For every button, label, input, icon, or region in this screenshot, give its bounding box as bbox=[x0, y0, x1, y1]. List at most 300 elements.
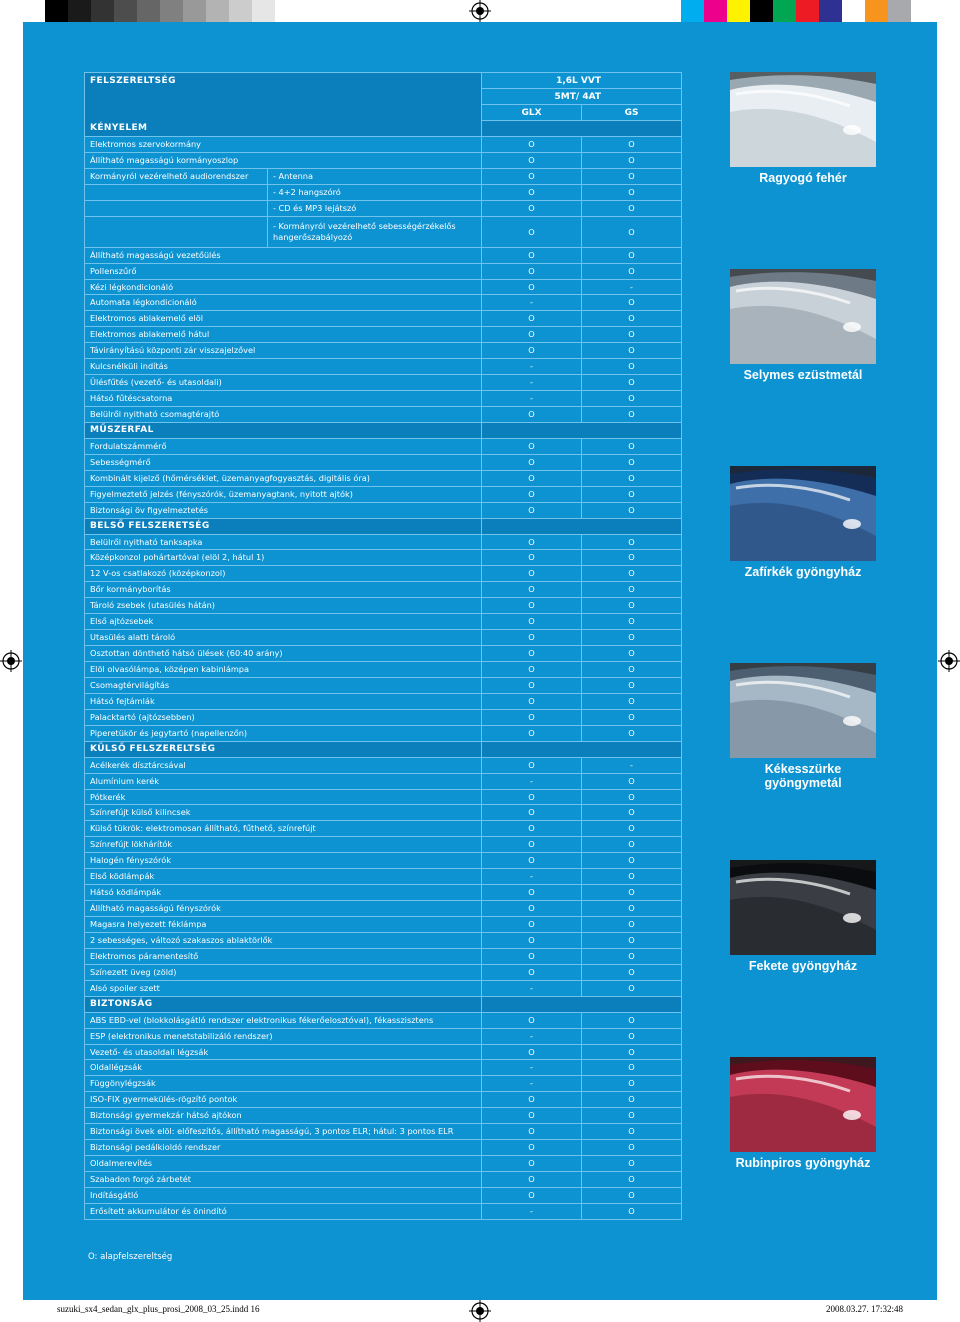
gs-value: O bbox=[628, 664, 635, 674]
section-header bbox=[84, 742, 682, 758]
table-row bbox=[84, 169, 682, 185]
section-header bbox=[84, 121, 682, 137]
gs-value: O bbox=[628, 226, 635, 237]
column-glx: GLX bbox=[482, 105, 582, 120]
color-swatch bbox=[68, 0, 91, 22]
gs-value: O bbox=[628, 138, 635, 149]
glx-value: O bbox=[482, 327, 582, 342]
table-row bbox=[84, 694, 682, 710]
glx-value: - bbox=[482, 375, 582, 390]
color-options bbox=[730, 72, 876, 1254]
table-row bbox=[84, 1092, 682, 1108]
glx-value: O bbox=[482, 1108, 582, 1123]
table-row bbox=[84, 853, 682, 869]
glx-value: O bbox=[482, 264, 582, 279]
gs-value: O bbox=[628, 982, 635, 993]
table-row bbox=[84, 1108, 682, 1124]
glx-value: O bbox=[482, 694, 582, 709]
glx-value: - bbox=[482, 391, 582, 406]
glx-value: O bbox=[482, 217, 582, 247]
row-label: Állítható magasságú fényszórók bbox=[85, 901, 482, 916]
gs-value: O bbox=[628, 329, 635, 340]
table-row bbox=[84, 327, 682, 343]
glx-value: O bbox=[482, 646, 582, 661]
glx-value: O bbox=[482, 169, 582, 184]
row-label: ESP (elektronikus menetstabilizáló rendszer) bbox=[85, 1029, 482, 1044]
gs-value: O bbox=[628, 600, 635, 611]
row-sublabel: - Kormányról vezérelhető sebességérzékelős hangerőszabályozó bbox=[273, 220, 456, 242]
glx-value: O bbox=[482, 550, 582, 565]
car-paint-photo bbox=[730, 466, 876, 561]
glx-value: O bbox=[482, 821, 582, 836]
row-label: Távirányítású központi zár visszajelzővel bbox=[85, 343, 482, 358]
row-sublabel: - Antenna bbox=[273, 170, 313, 181]
row-sublabel: - 4+2 hangszóró bbox=[273, 186, 341, 197]
gs-value: O bbox=[628, 186, 635, 197]
color-swatch bbox=[137, 0, 160, 22]
table-row bbox=[84, 885, 682, 901]
row-label: Pótkerék bbox=[85, 790, 482, 805]
color-option bbox=[730, 663, 876, 860]
color-swatch bbox=[91, 0, 114, 22]
row-label: Erősített akkumulátor és önindító bbox=[85, 1204, 482, 1219]
gs-value: O bbox=[628, 903, 635, 914]
table-row bbox=[84, 407, 682, 423]
table-row bbox=[84, 710, 682, 726]
gs-value: O bbox=[628, 584, 635, 595]
color-option bbox=[730, 72, 876, 269]
glx-value: O bbox=[482, 137, 582, 152]
glx-value: - bbox=[482, 359, 582, 374]
transmission-label: 5MT/ 4AT bbox=[482, 89, 681, 105]
row-label: Acélkerék dísztárcsával bbox=[85, 758, 482, 773]
glx-value: O bbox=[482, 1172, 582, 1187]
slug-filename: suzuki_sx4_sedan_glx_plus_prosi_2008_03_25.indd 16 bbox=[57, 1304, 260, 1314]
color-option bbox=[730, 860, 876, 1057]
table-row bbox=[84, 805, 682, 821]
glx-value: - bbox=[482, 774, 582, 789]
table-row bbox=[84, 201, 682, 217]
glx-value: O bbox=[482, 726, 582, 741]
table-row bbox=[84, 471, 682, 487]
section-title: BIZTONSÁG bbox=[85, 997, 482, 1012]
table-row bbox=[84, 185, 682, 201]
row-label: 12 V-os csatlakozó (középkonzol) bbox=[85, 566, 482, 581]
color-swatch bbox=[206, 0, 229, 22]
engine-label: 1,6L VVT bbox=[482, 73, 681, 89]
gs-value: O bbox=[628, 966, 635, 977]
table-row bbox=[84, 1029, 682, 1045]
gs-value: O bbox=[628, 807, 635, 818]
gs-value: O bbox=[628, 632, 635, 643]
glx-value: O bbox=[482, 1124, 582, 1139]
row-label: Biztonsági pedálkioldó rendszer bbox=[85, 1140, 482, 1155]
table-row bbox=[84, 981, 682, 997]
row-label: Fordulatszámmérő bbox=[85, 439, 482, 454]
car-paint-photo bbox=[730, 663, 876, 758]
color-swatch bbox=[704, 0, 727, 22]
row-label: Bőr kormányborítás bbox=[85, 582, 482, 597]
row-label: Szabadon forgó zárbetét bbox=[85, 1172, 482, 1187]
row-label: Hátsó fejtámlák bbox=[85, 694, 482, 709]
gs-value: O bbox=[628, 504, 635, 515]
row-label: Elektromos szervokormány bbox=[85, 137, 482, 152]
column-gs: GS bbox=[624, 108, 639, 118]
table-row bbox=[84, 455, 682, 471]
color-option bbox=[730, 466, 876, 663]
gs-value: O bbox=[628, 871, 635, 882]
glx-value: O bbox=[482, 1140, 582, 1155]
table-row bbox=[84, 774, 682, 790]
table-body bbox=[84, 121, 682, 1220]
gs-value: O bbox=[628, 265, 635, 276]
table-row bbox=[84, 678, 682, 694]
row-label: Elektromos páramentesítő bbox=[85, 949, 482, 964]
glx-value: O bbox=[482, 407, 582, 422]
row-label: Sebességmérő bbox=[85, 455, 482, 470]
gs-value: O bbox=[628, 679, 635, 690]
gs-value: O bbox=[628, 440, 635, 451]
table-row bbox=[84, 566, 682, 582]
row-label: Színezett üveg (zöld) bbox=[85, 965, 482, 980]
glx-value: - bbox=[482, 1060, 582, 1075]
gs-value: O bbox=[628, 823, 635, 834]
gs-value: O bbox=[628, 568, 635, 579]
glx-value: O bbox=[482, 535, 582, 550]
row-label: Színrefújt külső kilincsek bbox=[85, 805, 482, 820]
glx-value: O bbox=[482, 1156, 582, 1171]
row-label: Csomagtérvilágítás bbox=[85, 678, 482, 693]
car-paint-photo bbox=[730, 860, 876, 955]
table-row bbox=[84, 1013, 682, 1029]
row-label: Oldallégzsák bbox=[85, 1060, 482, 1075]
gs-value: O bbox=[628, 361, 635, 372]
glx-value: O bbox=[482, 280, 582, 295]
glx-value: O bbox=[482, 1188, 582, 1203]
glx-value: O bbox=[482, 439, 582, 454]
glx-value: O bbox=[482, 311, 582, 326]
row-label: Első ködlámpák bbox=[85, 869, 482, 884]
row-label: Állítható magasságú vezetőülés bbox=[85, 248, 482, 263]
table-row bbox=[84, 821, 682, 837]
glx-value: - bbox=[482, 869, 582, 884]
color-swatch bbox=[275, 0, 298, 22]
color-name: Selymes ezüstmetál bbox=[743, 368, 863, 382]
row-label: Piperetükör és jegytartó (napellenzőn) bbox=[85, 726, 482, 741]
glx-value: - bbox=[482, 981, 582, 996]
row-label: Automata légkondicionáló bbox=[85, 295, 482, 310]
glx-value: - bbox=[482, 295, 582, 310]
color-swatch bbox=[888, 0, 911, 22]
gs-value: O bbox=[628, 409, 635, 419]
grayscale-color-bar bbox=[45, 0, 298, 22]
glx-value: O bbox=[482, 805, 582, 820]
glx-value: O bbox=[482, 853, 582, 868]
glx-value: O bbox=[482, 343, 582, 358]
row-label: Hátsó ködlámpák bbox=[85, 885, 482, 900]
row-label: Ülésfűtés (vezető- és utasoldali) bbox=[85, 375, 482, 390]
row-label: Magasra helyezett féklámpa bbox=[85, 917, 482, 932]
row-label: Indításgátló bbox=[85, 1188, 482, 1203]
gs-value: O bbox=[628, 1126, 635, 1137]
row-label: Belülről nyitható tanksapka bbox=[85, 535, 482, 550]
glx-value: - bbox=[482, 1029, 582, 1044]
color-swatch bbox=[750, 0, 773, 22]
registration-mark-icon bbox=[469, 1300, 491, 1322]
gs-value: O bbox=[628, 202, 635, 213]
glx-value: O bbox=[482, 185, 582, 200]
row-label: Oldalmerevítés bbox=[85, 1156, 482, 1171]
row-label: Kulcsnélküli indítás bbox=[85, 359, 482, 374]
color-swatch bbox=[727, 0, 750, 22]
gs-value: O bbox=[628, 775, 635, 786]
glx-value: O bbox=[482, 917, 582, 932]
gs-value: O bbox=[628, 1142, 635, 1153]
row-label: Biztonsági gyermekzár hátsó ajtókon bbox=[85, 1108, 482, 1123]
table-row bbox=[84, 790, 682, 806]
gs-value: O bbox=[628, 552, 635, 563]
table-row bbox=[84, 1204, 682, 1220]
glx-value: - bbox=[482, 1204, 582, 1219]
table-row bbox=[84, 264, 682, 280]
table-row bbox=[84, 598, 682, 614]
table-row bbox=[84, 295, 682, 311]
color-option bbox=[730, 1057, 876, 1254]
gs-value: O bbox=[628, 393, 635, 404]
gs-value: O bbox=[628, 1030, 635, 1041]
row-label: Figyelmeztető jelzés (fényszórók, üzemanyagtank, nyitott ajtók) bbox=[85, 487, 482, 502]
row-label: Függönylégzsák bbox=[85, 1076, 482, 1091]
gs-value: O bbox=[628, 934, 635, 945]
table-row bbox=[84, 1060, 682, 1076]
gs-value: O bbox=[628, 345, 635, 356]
glx-value: O bbox=[482, 662, 582, 677]
table-row bbox=[84, 137, 682, 153]
table-row bbox=[84, 343, 682, 359]
color-swatch bbox=[819, 0, 842, 22]
row-label: 2 sebességes, változó szakaszos ablaktörlők bbox=[85, 933, 482, 948]
table-row bbox=[84, 550, 682, 566]
table-row bbox=[84, 901, 682, 917]
table-row bbox=[84, 375, 682, 391]
table-row bbox=[84, 391, 682, 407]
glx-value: O bbox=[482, 455, 582, 470]
row-label: Első ajtózsebek bbox=[85, 614, 482, 629]
glx-value: O bbox=[482, 630, 582, 645]
glx-value: O bbox=[482, 710, 582, 725]
gs-value: O bbox=[628, 1110, 635, 1121]
gs-value: O bbox=[628, 488, 635, 499]
table-row bbox=[84, 153, 682, 169]
color-option bbox=[730, 269, 876, 466]
gs-value: - bbox=[630, 759, 633, 770]
glx-value: O bbox=[482, 949, 582, 964]
table-row bbox=[84, 917, 682, 933]
color-swatch bbox=[229, 0, 252, 22]
table-row bbox=[84, 630, 682, 646]
table-row bbox=[84, 248, 682, 264]
row-label: Alsó spoiler szett bbox=[85, 981, 482, 996]
table-row bbox=[84, 726, 682, 742]
gs-value: O bbox=[628, 377, 635, 388]
slug-timestamp: 2008.03.27. 17:32:48 bbox=[825, 1304, 903, 1314]
gs-value: O bbox=[628, 154, 635, 165]
row-label: Kormányról vezérelhető audiorendszer bbox=[85, 169, 268, 184]
gs-value: O bbox=[628, 1062, 635, 1073]
section-title: KÉNYELEM bbox=[85, 121, 482, 136]
registration-mark-icon bbox=[938, 650, 960, 672]
row-label: Osztottan dönthető hátsó ülések (60:40 arány) bbox=[85, 646, 482, 661]
table-row bbox=[84, 280, 682, 296]
row-label: Színrefújt lökhárítók bbox=[85, 837, 482, 852]
row-label: Külső tükrök: elektromosan állítható, fűthető, színrefújt bbox=[85, 821, 482, 836]
glx-value: O bbox=[482, 790, 582, 805]
gs-value: O bbox=[628, 536, 635, 547]
gs-value: O bbox=[628, 1158, 635, 1169]
table-row bbox=[84, 311, 682, 327]
table-row bbox=[84, 217, 682, 248]
glx-value: O bbox=[482, 487, 582, 502]
table-row bbox=[84, 535, 682, 551]
row-label: Kombinált kijelző (hőmérséklet, üzemanyagfogyasztás, digitális óra) bbox=[85, 471, 482, 486]
table-row bbox=[84, 933, 682, 949]
table-row bbox=[84, 439, 682, 455]
table-row bbox=[84, 614, 682, 630]
table-row bbox=[84, 949, 682, 965]
car-paint-photo bbox=[730, 72, 876, 167]
gs-value: O bbox=[628, 313, 635, 324]
gs-value: O bbox=[628, 1046, 635, 1057]
gs-value: O bbox=[628, 919, 635, 929]
glx-value: O bbox=[482, 566, 582, 581]
gs-value: O bbox=[628, 1189, 635, 1200]
row-label: Alumínium kerék bbox=[85, 774, 482, 789]
gs-value: O bbox=[628, 1078, 635, 1089]
row-label: Halogén fényszórók bbox=[85, 853, 482, 868]
glx-value: O bbox=[482, 933, 582, 948]
gs-value: O bbox=[628, 1174, 635, 1184]
color-swatch bbox=[911, 0, 934, 22]
table-row bbox=[84, 1188, 682, 1204]
gs-value: O bbox=[628, 711, 635, 722]
color-swatch bbox=[183, 0, 206, 22]
row-label: Belülről nyitható csomagtérajtó bbox=[85, 407, 482, 422]
row-label: Hátsó fűtéscsatorna bbox=[85, 391, 482, 406]
table-header bbox=[84, 72, 682, 121]
table-row bbox=[84, 869, 682, 885]
gs-value: O bbox=[628, 887, 635, 898]
gs-value: O bbox=[628, 170, 635, 181]
table-row bbox=[84, 582, 682, 598]
glx-value: O bbox=[482, 153, 582, 168]
gs-value: O bbox=[628, 791, 635, 802]
section-title: KÜLSŐ FELSZERELTSÉG bbox=[85, 742, 482, 757]
glx-value: O bbox=[482, 837, 582, 852]
color-swatch bbox=[114, 0, 137, 22]
row-label: Elektromos ablakemelő hátul bbox=[85, 327, 482, 342]
gs-value: O bbox=[628, 297, 635, 308]
table-row bbox=[84, 487, 682, 503]
glx-value: O bbox=[482, 471, 582, 486]
row-label: Palacktartó (ajtózsebben) bbox=[85, 710, 482, 725]
equipment-table bbox=[84, 72, 682, 1220]
row-label: Utasülés alatti tároló bbox=[85, 630, 482, 645]
color-name: Zafírkék gyöngyház bbox=[744, 565, 862, 579]
gs-value: O bbox=[628, 456, 635, 467]
table-row bbox=[84, 965, 682, 981]
row-label: ABS EBD-vel (blokkolásgátló rendszer elektronikus fékerőelosztóval), fékasszisztens bbox=[85, 1013, 482, 1028]
color-name: Rubinpiros gyöngyház bbox=[735, 1156, 871, 1170]
section-header bbox=[84, 423, 682, 439]
row-label: Középkonzol pohártartóval (elöl 2, hátul 1) bbox=[85, 550, 482, 565]
glx-value: O bbox=[482, 614, 582, 629]
gs-value: O bbox=[628, 695, 635, 706]
glx-value: O bbox=[482, 1013, 582, 1028]
registration-mark-icon bbox=[0, 650, 22, 672]
color-name: Ragyogó fehér bbox=[759, 171, 847, 185]
glx-value: O bbox=[482, 885, 582, 900]
section-header bbox=[84, 997, 682, 1013]
glx-value: O bbox=[482, 582, 582, 597]
color-swatch bbox=[842, 0, 865, 22]
gs-value: O bbox=[628, 1014, 635, 1025]
color-swatch bbox=[252, 0, 275, 22]
row-sublabel: - CD és MP3 lejátszó bbox=[273, 202, 357, 213]
color-name: Fekete gyöngyház bbox=[748, 959, 858, 973]
color-swatch bbox=[773, 0, 796, 22]
glx-value: O bbox=[482, 758, 582, 773]
glx-value: O bbox=[482, 503, 582, 518]
row-label: Biztonsági övek elöl: előfeszítős, állítható magasságú, 3 pontos ELR; hátul: 3 pontos ELR bbox=[85, 1124, 482, 1139]
gs-value: O bbox=[628, 616, 635, 627]
table-row bbox=[84, 1156, 682, 1172]
row-label: Kézi légkondicionáló bbox=[85, 280, 482, 295]
color-swatch bbox=[45, 0, 68, 22]
gs-value: O bbox=[628, 249, 635, 260]
gs-value: O bbox=[628, 855, 635, 866]
table-row bbox=[84, 1140, 682, 1156]
glx-value: - bbox=[482, 1076, 582, 1091]
glx-value: O bbox=[482, 678, 582, 693]
gs-value: O bbox=[628, 1094, 635, 1105]
glx-value: O bbox=[482, 901, 582, 916]
glx-value: O bbox=[482, 598, 582, 613]
glx-value: O bbox=[482, 1045, 582, 1060]
table-row bbox=[84, 1076, 682, 1092]
color-name: Kékesszürke gyöngymetál bbox=[764, 762, 842, 790]
gs-value: O bbox=[628, 727, 635, 738]
table-row bbox=[84, 1045, 682, 1061]
row-label: Elöl olvasólámpa, középen kabinlámpa bbox=[85, 662, 482, 677]
table-title: FELSZERELTSÉG bbox=[85, 73, 482, 121]
gs-value: O bbox=[628, 472, 635, 483]
gs-value: - bbox=[630, 281, 633, 292]
section-header bbox=[84, 519, 682, 535]
car-paint-photo bbox=[730, 1057, 876, 1152]
row-label: Biztonsági öv figyelmeztetés bbox=[85, 503, 482, 518]
row-label: Állítható magasságú kormányoszlop bbox=[85, 153, 482, 168]
car-paint-photo bbox=[730, 269, 876, 364]
gs-value: O bbox=[628, 648, 635, 659]
section-title: MŰSZERFAL bbox=[85, 423, 482, 438]
gs-value: O bbox=[628, 1205, 635, 1216]
footnote: O: alapfelszereltség bbox=[88, 1252, 173, 1262]
color-swatch bbox=[796, 0, 819, 22]
gs-value: O bbox=[628, 950, 635, 961]
row-label: Pollenszűrő bbox=[85, 264, 482, 279]
color-swatch bbox=[681, 0, 704, 22]
gs-value: O bbox=[628, 839, 635, 850]
